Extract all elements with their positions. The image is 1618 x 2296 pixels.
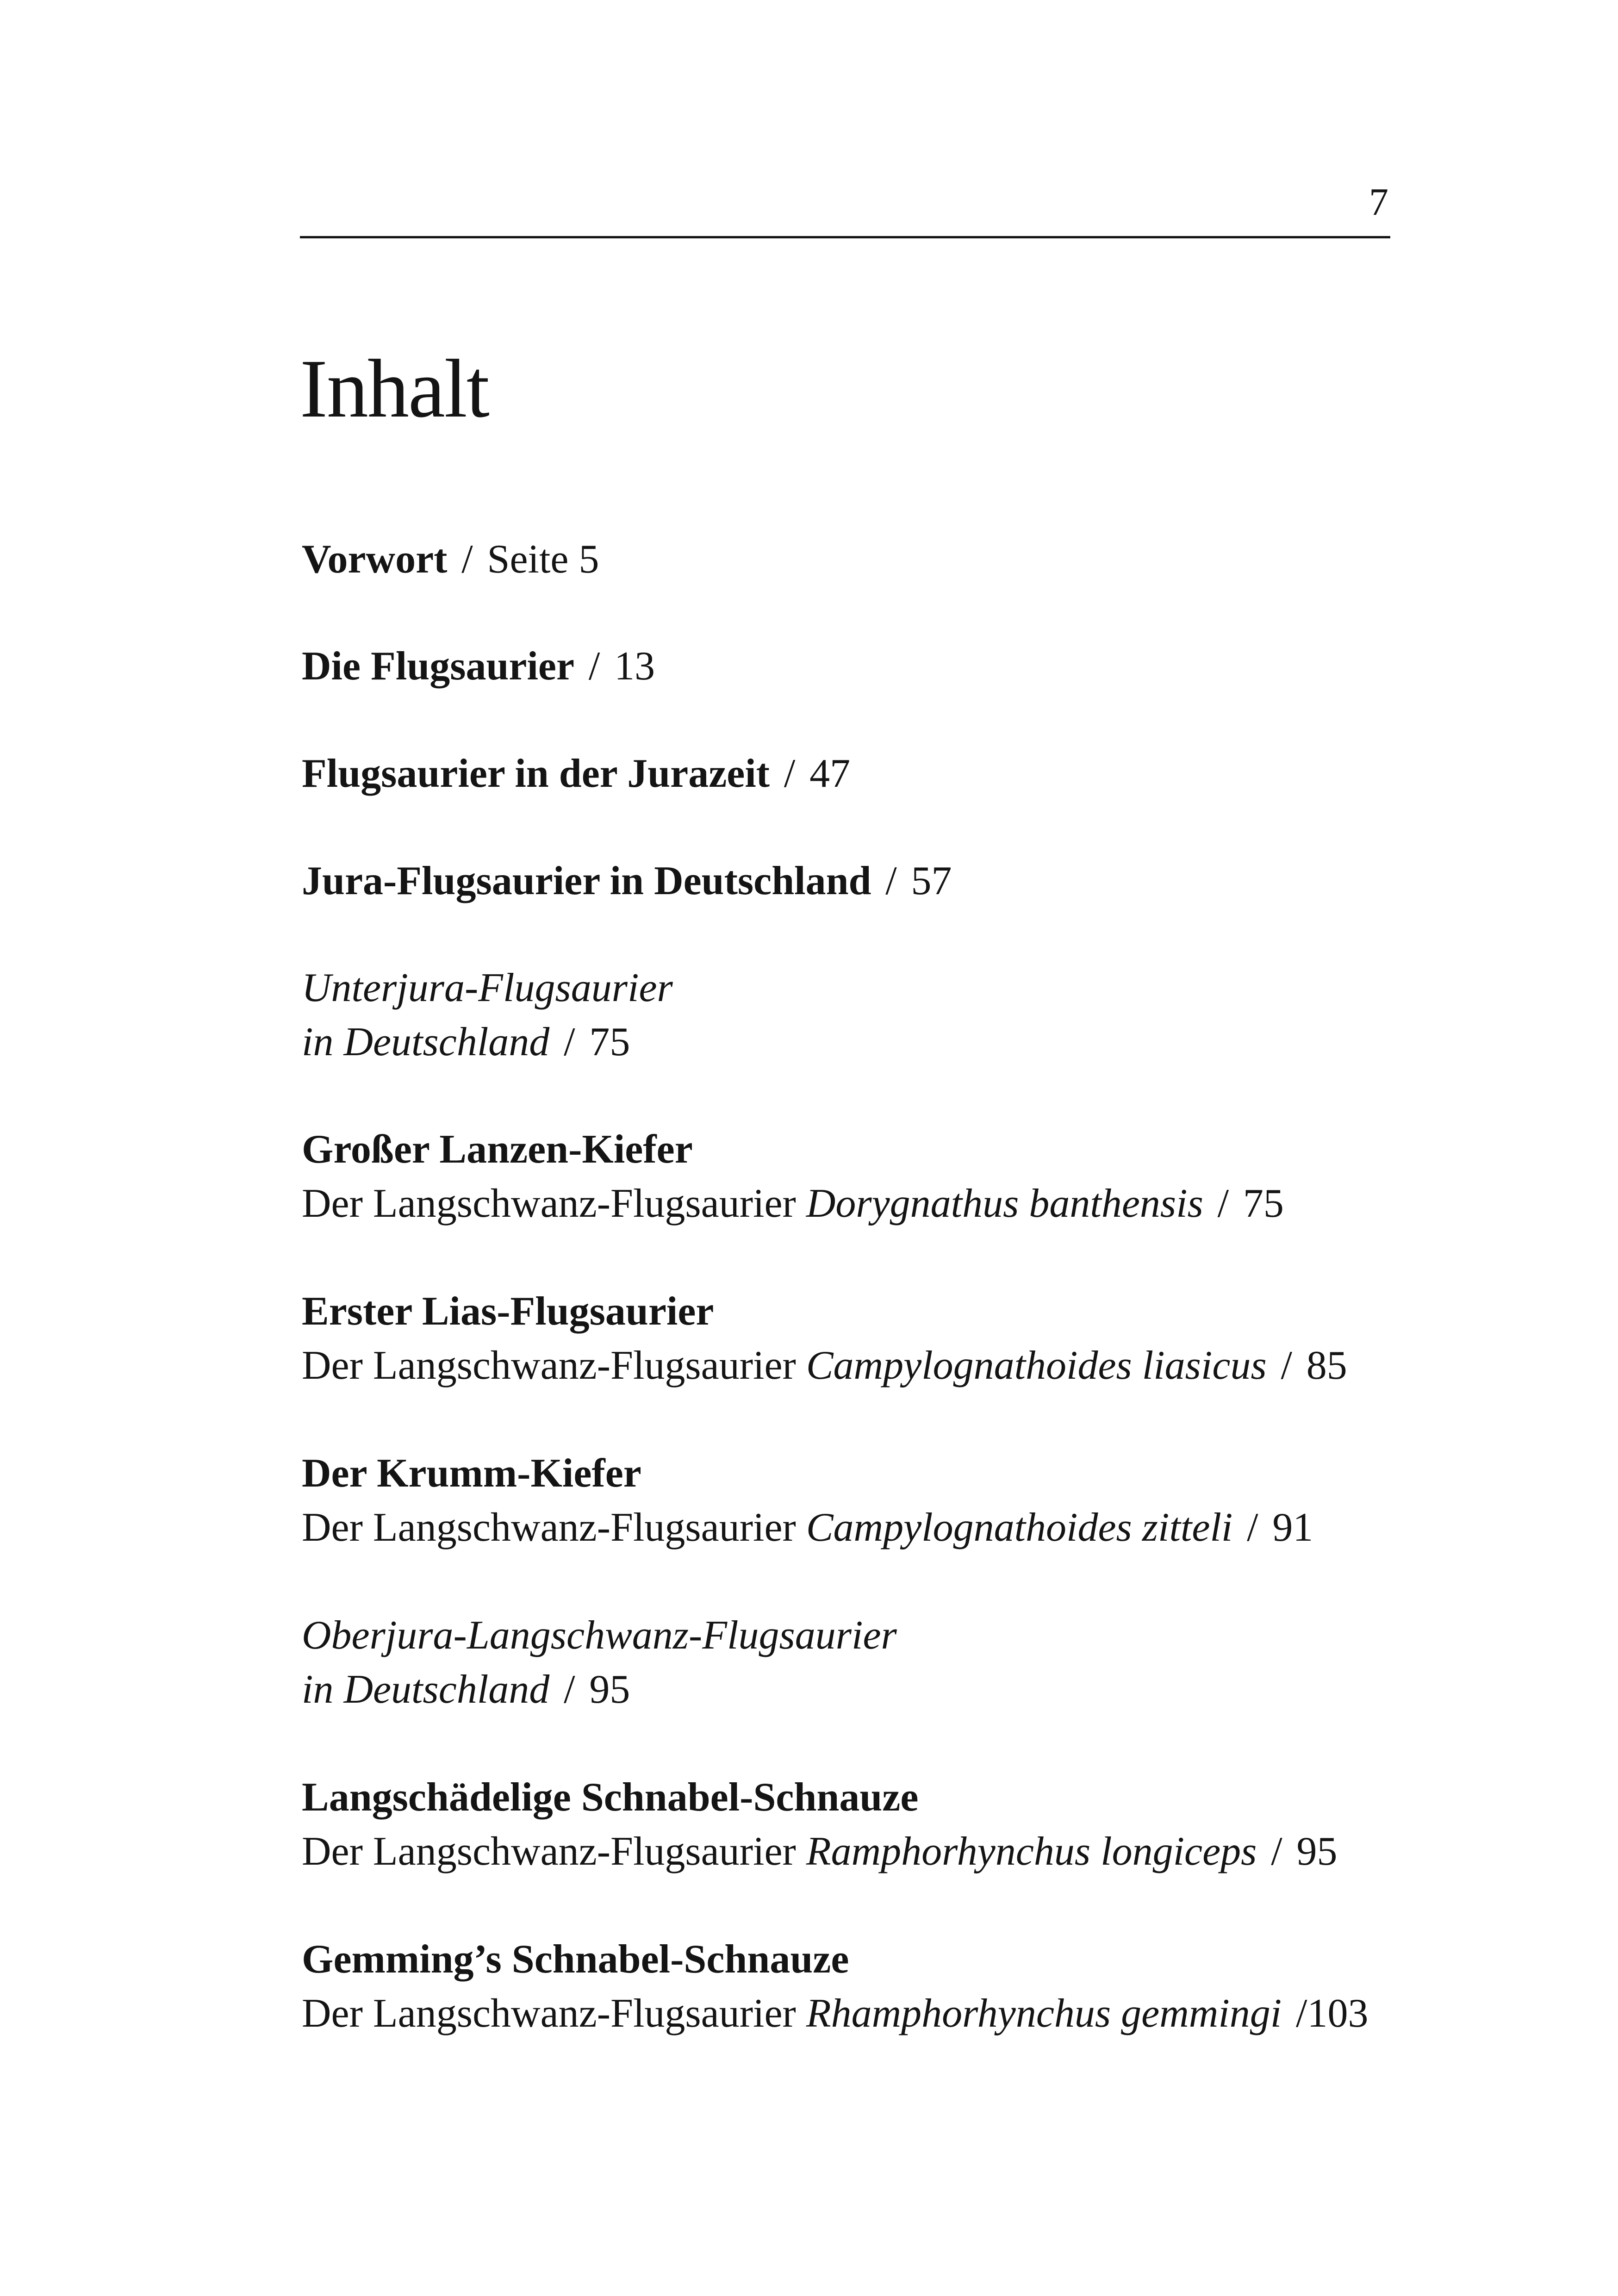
toc-section-line1: Unterjura-Flugsaurier: [302, 965, 673, 1010]
toc-entry-title: Großer Lanzen-Kiefer: [302, 1127, 693, 1172]
toc-entry-title: Langschädelige Schnabel-Schnauze: [302, 1775, 919, 1820]
toc-entry-page: 75: [1243, 1181, 1284, 1226]
toc-entry-page: 95: [589, 1667, 630, 1712]
toc-entry-page: 91: [1272, 1505, 1313, 1550]
toc-entry-subtitle: [302, 1176, 1284, 1231]
toc-section-line2-row: [302, 1015, 673, 1069]
toc-entry-prefix: Der Langschwanz-Flugsaurier: [302, 1343, 796, 1388]
toc-entry-subtitle: [302, 1824, 1337, 1879]
page-title: Inhalt: [300, 342, 489, 435]
separator: /: [1247, 1505, 1258, 1550]
separator: /: [885, 859, 897, 903]
toc-entry-species: Ramphorhynchus longiceps: [806, 1829, 1257, 1874]
separator: /: [784, 751, 796, 796]
header-rule: [300, 236, 1390, 238]
separator: /: [1217, 1181, 1229, 1226]
toc-entry-campylognathoides-liasicus: [302, 1284, 1347, 1393]
toc-entry-page: 75: [589, 1020, 630, 1064]
toc-entry-vorwort: [302, 532, 599, 586]
toc-section-line2: in Deutschland: [302, 1667, 550, 1712]
toc-entry-page: 57: [911, 859, 952, 903]
separator: /: [1296, 1991, 1307, 2036]
separator: /: [461, 537, 473, 582]
toc-entry-page: 47: [809, 751, 851, 796]
toc-entry-page: Seite 5: [487, 537, 599, 582]
page-number: 7: [1369, 180, 1388, 224]
toc-entry-ramphorhynchus-longiceps: [302, 1770, 1337, 1879]
toc-entry-die-flugsaurier: [302, 639, 655, 693]
toc-entry-prefix: Der Langschwanz-Flugsaurier: [302, 1991, 796, 2036]
toc-entry-species: Campylognathoides zitteli: [806, 1505, 1233, 1550]
toc-entry-title: Gemming’s Schnabel-Schnauze: [302, 1937, 849, 1982]
toc-entry-title: Jura-Flugsaurier in Deutschland: [302, 859, 871, 903]
toc-entry-page: 85: [1306, 1343, 1347, 1388]
separator: /: [564, 1020, 575, 1064]
toc-section-line2: in Deutschland: [302, 1020, 550, 1064]
toc-entry-subtitle: [302, 1500, 1313, 1555]
toc-entry-title: Die Flugsaurier: [302, 644, 575, 689]
toc-entry-subtitle: [302, 1986, 1368, 2041]
toc-section-unterjura: [302, 961, 673, 1069]
separator: /: [1271, 1829, 1282, 1874]
toc-section-line2-row: [302, 1662, 897, 1717]
toc-entry-subtitle: [302, 1338, 1347, 1393]
toc-entry-page: 95: [1296, 1829, 1338, 1874]
toc-entry-prefix: Der Langschwanz-Flugsaurier: [302, 1829, 796, 1874]
toc-entry-species: Dorygnathus banthensis: [806, 1181, 1203, 1226]
toc-entry-page: 13: [614, 644, 655, 689]
toc-section-line1: Oberjura-Langschwanz-Flugsaurier: [302, 1613, 897, 1658]
toc-entry-title: Der Krumm-Kiefer: [302, 1451, 641, 1496]
toc-entry-species: Campylognathoides liasicus: [806, 1343, 1267, 1388]
separator: /: [564, 1667, 575, 1712]
toc-entry-campylognathoides-zitteli: [302, 1446, 1313, 1555]
toc-section-oberjura: [302, 1608, 897, 1717]
toc-entry-title: Flugsaurier in der Jurazeit: [302, 751, 770, 796]
toc-entry-dorygnathus: [302, 1122, 1284, 1231]
separator: /: [1281, 1343, 1292, 1388]
toc-entry-title: Vorwort: [302, 537, 448, 582]
toc-entry-title: Erster Lias-Flugsaurier: [302, 1289, 714, 1334]
toc-entry-jurazeit: [302, 747, 850, 801]
toc-entry-rhamphorhynchus-gemmingi: [302, 1932, 1368, 2041]
toc-entry-prefix: Der Langschwanz-Flugsaurier: [302, 1181, 796, 1226]
toc-entry-page: 103: [1307, 1991, 1369, 2036]
toc-entry-jura-deutschland: [302, 854, 952, 908]
toc-entry-species: Rhamphorhynchus gemmingi: [806, 1991, 1282, 2036]
toc-entry-prefix: Der Langschwanz-Flugsaurier: [302, 1505, 796, 1550]
separator: /: [588, 644, 600, 689]
